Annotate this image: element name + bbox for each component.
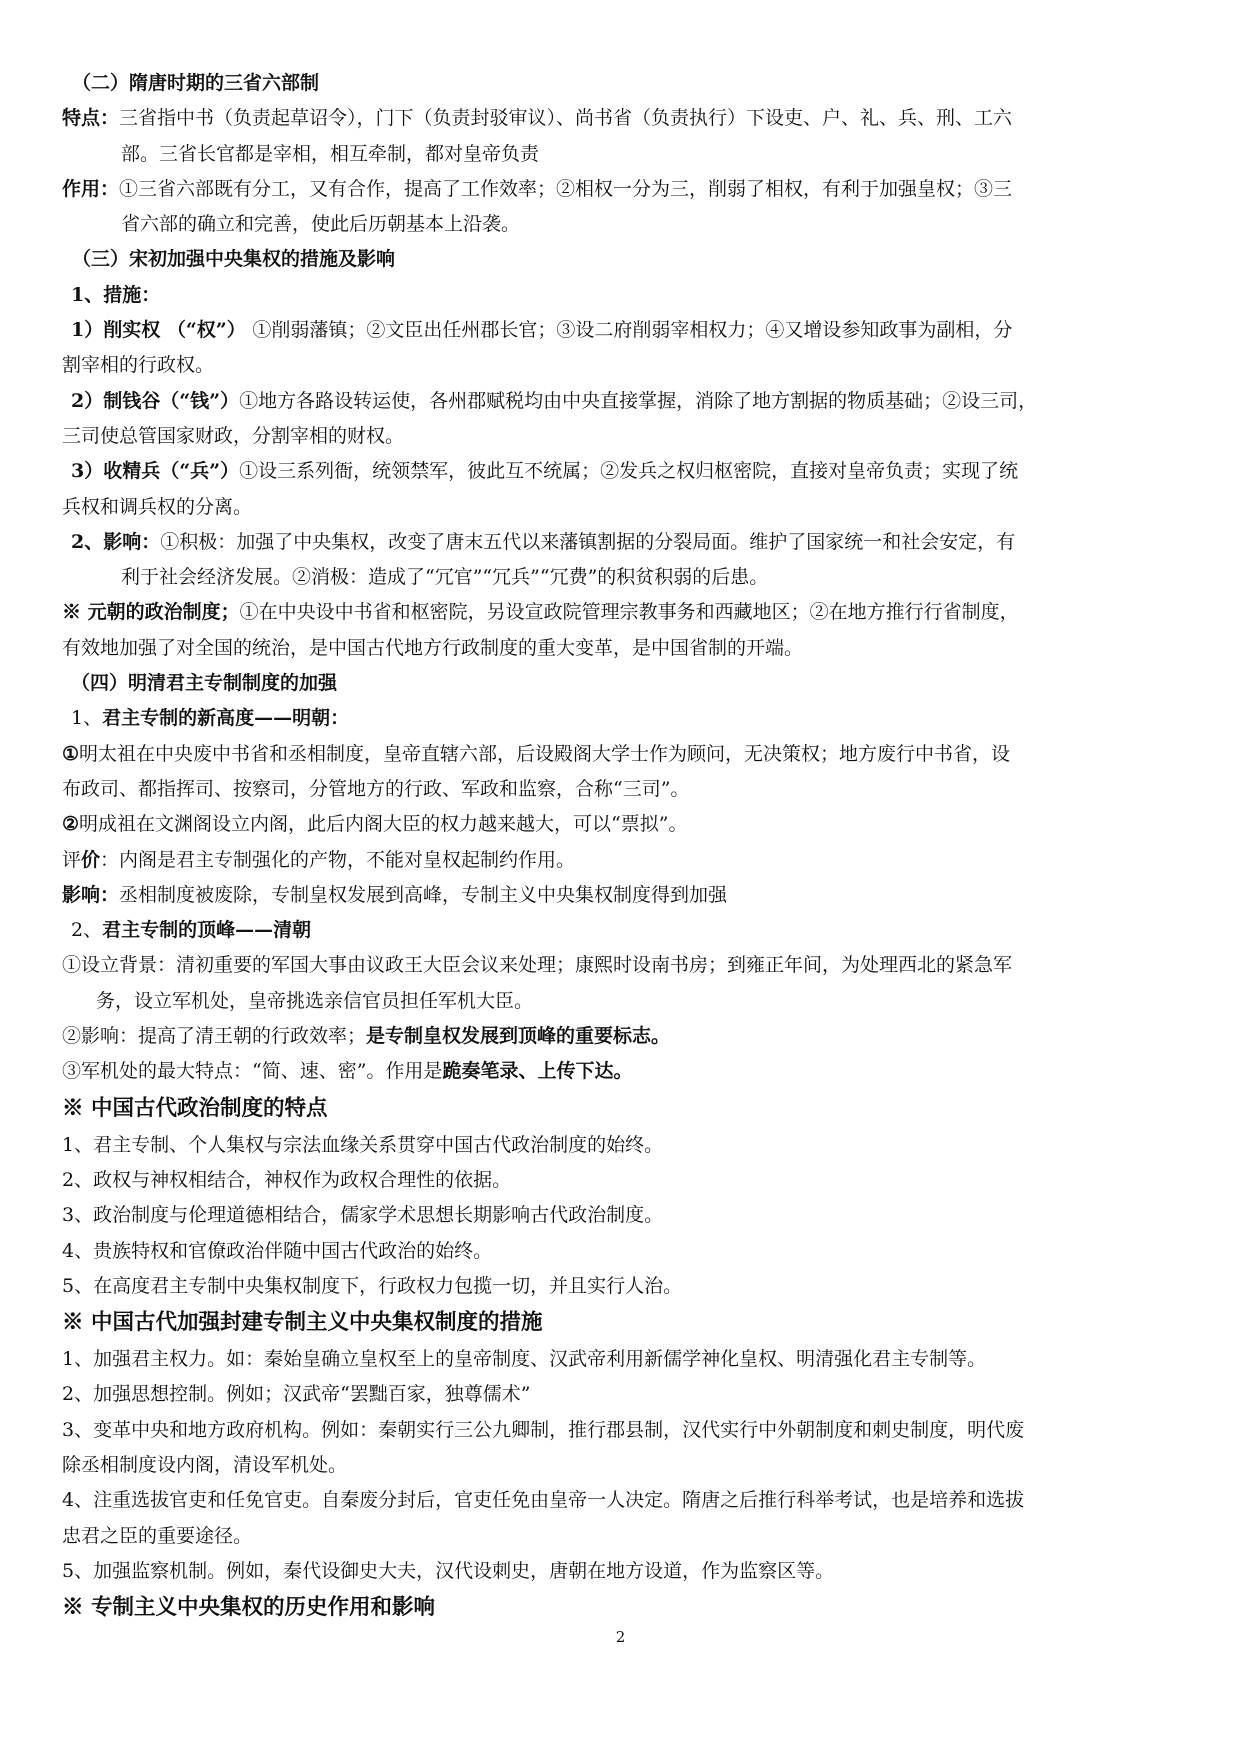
text-span: 2、政权与神权相结合，神权作为政权合理性的依据。 xyxy=(62,1168,512,1191)
bold-text: 君主专制的顶峰——清朝 xyxy=(102,919,312,942)
text-span: 除丞相制度设内阁，清设军机处。 xyxy=(62,1453,348,1476)
bold-text: ※ 中国古代政治制度的特点 xyxy=(62,1095,328,1121)
text-span: 布政司、都指挥司、按察司，分管地方的行政、军政和监察，合称“三司”。 xyxy=(62,777,690,800)
text-span: 三司使总管国家财政，分割宰相的财权。 xyxy=(62,424,405,447)
text-line xyxy=(62,1090,1184,1128)
text-span: 1、 xyxy=(71,707,103,730)
text-line xyxy=(62,666,1184,701)
text-line xyxy=(62,384,1184,419)
text-span: 5、加强监察机制。例如，秦代设御史大夫，汉代设刺史，唐朝在地方设道，作为监察区等。 xyxy=(62,1559,835,1582)
text-span: 4、贵族特权和官僚政治伴随中国古代政治的始终。 xyxy=(62,1239,493,1262)
bold-text: ※ 中国古代加强封建专制主义中央集权制度的措施 xyxy=(62,1310,543,1336)
bold-text: 3）收精兵（“兵”） xyxy=(71,460,240,483)
text-line xyxy=(62,1342,1184,1377)
text-line xyxy=(62,772,1184,807)
text-line xyxy=(62,490,1184,525)
bold-text: 君主专制的新高度——明朝： xyxy=(102,707,350,730)
text-span: ①设三系列衙，统领禁军，彼此互不统属；②发兵之权归枢密院，直接对皇帝负责；实现了统 xyxy=(239,460,1019,483)
text-line xyxy=(62,843,1184,878)
text-span: 割宰相的行政权。 xyxy=(62,354,215,377)
bold-text: 1）削实权 （“权”） xyxy=(71,319,253,342)
text-span: 有效地加强了对全国的统治，是中国古代地方行政制度的重大变革，是中国省制的开端。 xyxy=(62,636,804,659)
text-span: 忠君之臣的重要途径。 xyxy=(62,1524,253,1547)
text-line xyxy=(62,1198,1184,1233)
bold-text: 2）制钱谷（“钱”） xyxy=(71,389,240,412)
text-line xyxy=(62,984,1184,1019)
bold-text: 特点： xyxy=(62,107,120,130)
text-span: 明太祖在中央废中书省和丞相制度，皇帝直辖六部，后设殿阁大学士作为顾问，无决策权；地方废行中书省，设 xyxy=(79,742,1011,765)
text-line xyxy=(62,807,1184,842)
text-line xyxy=(62,66,1184,101)
text-line xyxy=(62,1448,1184,1483)
text-span: 1、加强君主权力。如：秦始皇确立皇权至上的皇帝制度、汉武帝利用新儒学神化皇权、明清强化君主专制等。 xyxy=(62,1348,987,1371)
text-line xyxy=(62,1413,1184,1448)
text-line xyxy=(62,525,1184,560)
bold-text: ① xyxy=(62,742,80,765)
text-line xyxy=(62,560,1184,595)
text-line xyxy=(62,737,1184,772)
text-span: 兵权和调兵权的分离。 xyxy=(62,495,253,518)
text-line xyxy=(62,278,1184,313)
text-span: ①积极：加强了中央集权，改变了唐末五代以来藩镇割据的分裂局面。维护了国家统一和社会安定，有 xyxy=(160,530,1016,553)
bold-text: 作用： xyxy=(62,177,120,200)
text-span: 评 xyxy=(62,848,82,871)
document-body xyxy=(62,66,1184,1627)
text-line xyxy=(62,1234,1184,1269)
bold-text: 2、影响： xyxy=(71,530,161,553)
bold-text: 1、措施： xyxy=(71,283,161,306)
text-line xyxy=(62,1589,1184,1627)
text-span: 利于社会经济发展。②消极：造成了“冗官”“冗兵”“冗费”的积贫积弱的后患。 xyxy=(121,566,769,589)
bold-text: 是专制皇权发展到顶峰的重要标志。 xyxy=(366,1025,671,1048)
text-span: ①在中央设中书省和枢密院，另设宣政院管理宗教事务和西藏地区；②在地方推行行省制度， xyxy=(239,601,1019,624)
text-line xyxy=(62,313,1184,348)
text-span: 省六部的确立和完善，使此后历朝基本上沿袭。 xyxy=(121,213,521,236)
text-line xyxy=(62,101,1184,136)
text-line xyxy=(62,1377,1184,1412)
text-line xyxy=(62,1019,1184,1054)
text-span: 1、君主专制、个人集权与宗法血缘关系贯穿中国古代政治制度的始终。 xyxy=(62,1133,664,1156)
text-line xyxy=(62,1554,1184,1589)
text-span: ①三省六部既有分工，又有合作，提高了工作效率；②相权一分为三，削弱了相权，有利于加强皇权；③三 xyxy=(119,177,1013,200)
bold-text: 跪奏笔录、上传下达。 xyxy=(442,1060,633,1083)
text-line xyxy=(62,207,1184,242)
text-span: 4、注重选拔官吏和任免官吏。自秦废分封后，官吏任免由皇帝一人决定。隋唐之后推行科举考试，也是培养和选拔 xyxy=(62,1489,1025,1512)
text-span: 3、变革中央和地方政府机构。例如：秦朝实行三公九卿制，推行郡县制，汉代实行中外朝制度和刺史制度，明代废 xyxy=(62,1418,1025,1441)
text-span: 3、政治制度与伦理道德相结合，儒家学术思想长期影响古代政治制度。 xyxy=(62,1204,664,1227)
text-span: 5、在高度君主专制中央集权制度下，行政权力包揽一切，并且实行人治。 xyxy=(62,1274,683,1297)
bold-text: （三）宋初加强中央集权的措施及影响 xyxy=(72,248,396,271)
text-span: ①地方各路设转运使，各州郡赋税均由中央直接掌握，消除了地方割据的物质基础；②设三司， xyxy=(239,389,1038,412)
text-line xyxy=(62,454,1184,489)
bold-text: 价 xyxy=(81,848,101,871)
text-line xyxy=(62,701,1184,736)
bold-text: ② xyxy=(62,813,80,836)
bold-text: （二）隋唐时期的三省六部制 xyxy=(72,72,320,94)
text-span: ：内阁是君主专制强化的产物，不能对皇权起制约作用。 xyxy=(100,848,576,871)
bold-text: （四）明清君主专制制度的加强 xyxy=(71,672,338,695)
text-line xyxy=(62,172,1184,207)
text-line xyxy=(62,348,1184,383)
text-line xyxy=(62,1163,1184,1198)
text-span: 丞相制度被废除，专制皇权发展到高峰，专制主义中央集权制度得到加强 xyxy=(119,883,728,906)
text-line xyxy=(62,137,1184,172)
bold-text: 影响： xyxy=(62,883,120,906)
text-span: 2、 xyxy=(71,919,103,942)
text-span: 部。三省长官都是宰相，相互牵制，都对皇帝负责 xyxy=(121,142,540,165)
text-line xyxy=(62,948,1184,983)
text-line xyxy=(62,913,1184,948)
text-line xyxy=(62,1269,1184,1304)
text-span: 2、加强思想控制。例如；汉武帝“罢黜百家，独尊儒术” xyxy=(62,1383,531,1406)
text-span: 务，设立军机处，皇帝挑选亲信官员担任军机大臣。 xyxy=(96,989,534,1012)
bold-text: ※ 专制主义中央集权的历史作用和影响 xyxy=(62,1595,435,1621)
text-span: ②影响：提高了清王朝的行政效率； xyxy=(62,1025,367,1048)
text-span: ①削弱藩镇；②文臣出任州郡长官；③设二府削弱宰相权力；④又增设参知政事为副相，分 xyxy=(252,319,1013,342)
text-line xyxy=(62,878,1184,913)
text-span: ①设立背景：清初重要的军国大事由议政王大臣会议来处理；康熙时设南书房；到雍正年间，为处理西北的紧急军 xyxy=(62,954,1013,977)
text-line xyxy=(62,419,1184,454)
text-line xyxy=(62,595,1184,630)
text-span: 明成祖在文渊阁设立内阁，此后内阁大臣的权力越来越大，可以“票拟”。 xyxy=(79,813,688,836)
text-line xyxy=(62,631,1184,666)
page-number: 2 xyxy=(615,1628,626,1646)
text-line xyxy=(62,1128,1184,1163)
text-line xyxy=(62,1054,1184,1089)
bold-text: ※ 元朝的政治制度； xyxy=(62,601,240,624)
text-line xyxy=(62,1483,1184,1518)
text-span: 三省指中书（负责起草诏令），门下（负责封驳审议）、尚书省（负责执行）下设吏、户、礼、兵、刑、工六 xyxy=(119,107,1013,130)
text-line xyxy=(62,1519,1184,1554)
text-span: ③军机处的最大特点：“简、速、密”。作用是 xyxy=(62,1060,443,1083)
text-line xyxy=(62,242,1184,277)
text-line xyxy=(62,1304,1184,1342)
